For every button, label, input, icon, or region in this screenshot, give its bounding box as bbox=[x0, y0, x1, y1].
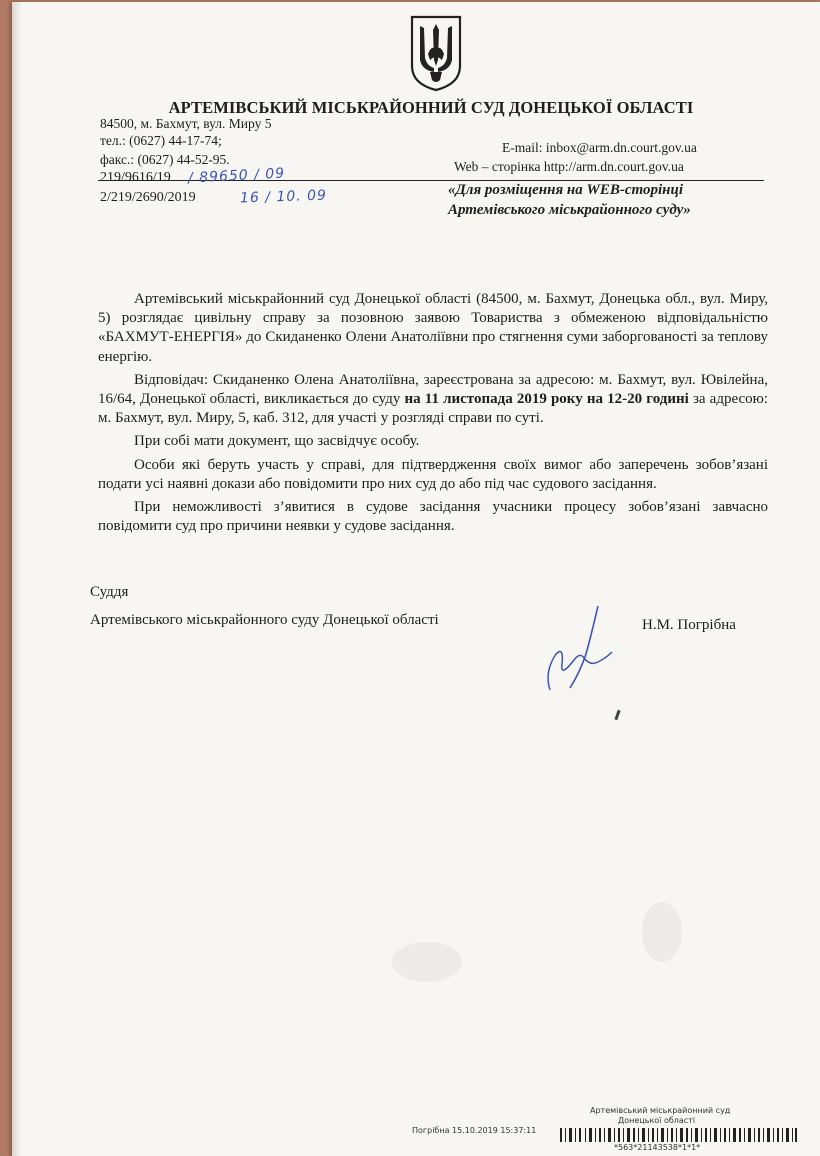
footer-signed-stamp: Погрібна 15.10.2019 15:37:11 bbox=[412, 1126, 537, 1135]
judge-court: Артемівського міськрайонного суду Донецької області bbox=[90, 612, 439, 628]
scan-smudge bbox=[642, 902, 682, 962]
handwritten-registration-date: 16 / 10. 09 bbox=[239, 187, 328, 207]
judge-name: Н.М. Погрібна bbox=[642, 617, 736, 633]
document-sheet bbox=[12, 2, 820, 1156]
footer-court-line-2: Донецької області bbox=[618, 1116, 696, 1125]
case-number-2: 2/219/2690/2019 bbox=[100, 190, 196, 205]
scan-smudge bbox=[392, 942, 462, 982]
paragraph-absence-notice: При неможливості з’явитися в судове засідання учасники процесу зобов’язані завчасно повідомити суд про причини неявки у судове засідання. bbox=[98, 499, 768, 535]
handwritten-registration-number: / 89650 / 09 bbox=[187, 165, 286, 187]
judge-signature-icon bbox=[540, 602, 630, 696]
paragraph-id-document: При собі мати документ, що засвідчує особу. bbox=[134, 433, 420, 450]
summons-date-time: на 11 листопада 2019 року на 12-20 годині bbox=[404, 391, 689, 408]
court-phone: тел.: (0627) 44-17-74; bbox=[100, 133, 222, 148]
web-note-line-1: «Для розміщення на WEB-сторінці bbox=[448, 182, 683, 198]
summons-text-start: Відповідач: Скиданенко Олена Анатоліївна, зареєстрована за адресою: м. Бахмут, вул. Ювілейна, 16/64, Донецької області, викликається до суду bbox=[98, 371, 768, 408]
paragraph-evidence: Особи які беруть участь у справі, для підтвердження своїх вимог або заперечень зобов’язані подати усі наявні докази або повідомити про них суд до або під час судового засідання. bbox=[98, 456, 768, 492]
judge-title: Суддя bbox=[90, 584, 129, 600]
paragraph-claim: Артемівський міськрайонний суд Донецької області (84500, м. Бахмут, Донецька обл., вул. Миру, 5) розглядає цивільну справу за позовною заявою Товариства з обмеженою відповідальністю «БАХМУТ-ЕНЕРГІЯ» до Скиданенко Олени Анатоліївни про стягнення суми заборгованості за теплову енергію. bbox=[98, 291, 768, 365]
web-note-line-2: Артемівського міськрайонного суду» bbox=[448, 202, 691, 218]
summons-text-end: за адресою: м. Бахмут, вул. Миру, 5, каб. 312, для участі у розгляді справи по суті. bbox=[98, 391, 769, 427]
document-body bbox=[98, 290, 768, 536]
footer-court-line-1: Артемівський міськрайонний суд bbox=[590, 1106, 731, 1115]
case-number-1: 219/9616/19 bbox=[100, 170, 171, 185]
paragraph-summons bbox=[98, 371, 768, 429]
court-fax: факс.: (0627) 44-52-95. bbox=[100, 152, 230, 167]
scan-speck bbox=[614, 710, 620, 720]
court-title: АРТЕМІВСЬКИЙ МІСЬКРАЙОННИЙ СУД ДОНЕЦЬКОЇ ОБЛАСТІ bbox=[168, 98, 694, 117]
trident-emblem-icon bbox=[408, 14, 464, 92]
barcode-icon bbox=[560, 1128, 798, 1142]
barcode-text: *563*21143538*1*1* bbox=[614, 1143, 701, 1152]
court-website: Web – сторінка http://arm.dn.court.gov.ua bbox=[454, 159, 684, 174]
web-placement-note bbox=[448, 180, 768, 220]
court-email: E-mail: inbox@arm.dn.court.gov.ua bbox=[502, 140, 697, 155]
court-address: 84500, м. Бахмут, вул. Миру 5 bbox=[100, 116, 272, 131]
